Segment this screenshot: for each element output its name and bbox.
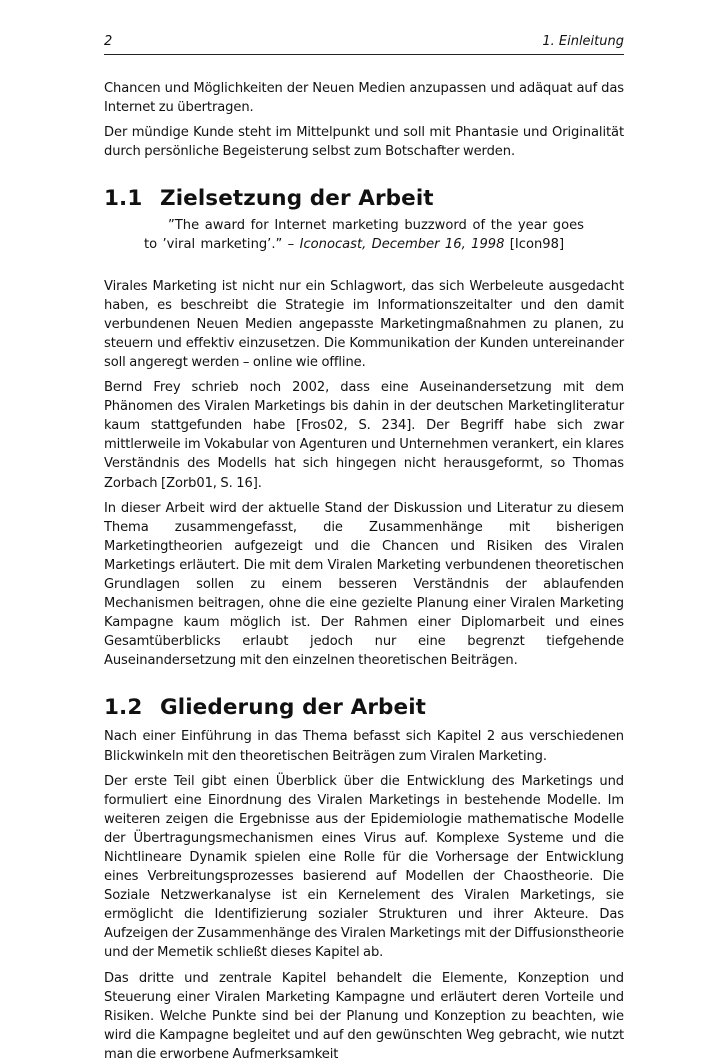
quote-text: ”The award for Internet marketing buzzword of the year goes to ’viral marketing’.” [144,218,584,253]
quote-dash: – [282,237,300,253]
quote-reference: [Icon98] [504,237,565,253]
paragraph: Bernd Frey schrieb noch 2002, dass eine Auseinandersetzung mit dem Phänomen des Viralen Marketings bis dahin in der deutschen Marketingliteratur kaum stattgefunden habe [Fros02, S. 234]. Der Begriff habe sich zwar mittlerweile im Vokabular von Agenturen und Unternehmen verankert, ein klares Verständnis des Modells hat sich hingegen nicht herausgeformt, so Thomas Zorbach [Zorb01, S. 16]. [104,380,624,491]
running-header [104,32,624,55]
section-title: Zielsetzung der Arbeit [160,186,434,212]
quote-source: Iconocast, December 16, 1998 [299,237,505,253]
paragraph: In dieser Arbeit wird der aktuelle Stand der Diskussion und Literatur zu diesem Thema zusammengefasst, die Zusammenhänge mit bisherigen Marketingtheorien aufgezeigt und die Chancen und Risiken des Viralen Marketings erläutert. Die mit dem Viralen Marketing verbundenen theoretischen Grundlagen sollen zu einem besseren Verständnis der ablaufenden Mechanismen beitragen, ohne die eine gezielte Planung einer Viralen Marketing Kampagne kaum möglich ist. Der Rahmen einer Diplomarbeit und eines Gesamtüberblicks erlaubt jedoch nur eine begrenzt tiefgehende Auseinandersetzung mit den einzelnen theoretischen Beiträgen. [104,500,624,669]
document-page [104,32,624,1062]
paragraph: Chancen und Möglichkeiten der Neuen Medien anzupassen und adäquat auf das Internet zu übertragen. [104,81,624,116]
paragraph: Das dritte und zentrale Kapitel behandelt die Elemente, Konzeption und Steuerung einer Viralen Marketing Kampagne und erläutert deren Vorteile und Risiken. Welche Punkte sind bei der Planung und Konzeption zu beachten, wie wird die Kampagne begleitet und auf den gewünschten Weg gebracht, wie nutzt man die erworbene Aufmerksamkeit [104,970,624,1062]
section-title: Gliederung der Arbeit [160,695,427,721]
section-heading [104,186,624,212]
paragraph: Virales Marketing ist nicht nur ein Schlagwort, das sich Werbeleute ausgedacht haben, es beschreibt die Strategie im Informationszeitalter und den damit verbundenen Neuen Medien angepasste Marketingmaßnahmen zu planen, zu steuern und effektiv einzusetzen. Die Kommunikation der Kunden untereinander soll angeregt werden – online wie offline. [104,278,624,370]
paragraph: Der erste Teil gibt einen Überblick über die Entwicklung des Marketings und formuliert eine Einordnung des Viralen Marketings in bestehende Modelle. Im weiteren zeigen die Ergebnisse aus der Epidemiologie mathematische Modelle der Übertragungsmechanismen eines Virus auf. Komplexe Systeme und die Nichtlineare Dynamik spielen eine Rolle für die Vorhersage der Entwicklung eines Verbreitungsprozesses basierend auf Modellen der Chaostheorie. Die Soziale Netzwerkanalyse ist ein Kernelement des Viralen Marketings, sie ermöglicht die Identifizierung sozialer Strukturen und ihrer Akteure. Das Aufzeigen der Zusammenhänge des Viralen Marketings mit der Diffusionstheorie und der Memetik schließt dieses Kapitel ab. [104,773,624,961]
epigraph-quote [144,216,584,254]
paragraph: Nach einer Einführung in das Thema befasst sich Kapitel 2 aus verschiedenen Blickwinkeln mit den theoretischen Beiträgen zum Viralen Marketing. [104,729,624,764]
chapter-title: 1. Einleitung [542,34,624,49]
section-number: 1.2 [104,695,143,721]
paragraph: Der mündige Kunde steht im Mittelpunkt und soll mit Phantasie und Originalität durch persönliche Begeisterung selbst zum Botschafter werden. [104,125,624,160]
page-number: 2 [104,34,113,49]
body-text [104,79,624,1064]
section-heading [104,695,624,721]
section-number: 1.1 [104,186,143,212]
